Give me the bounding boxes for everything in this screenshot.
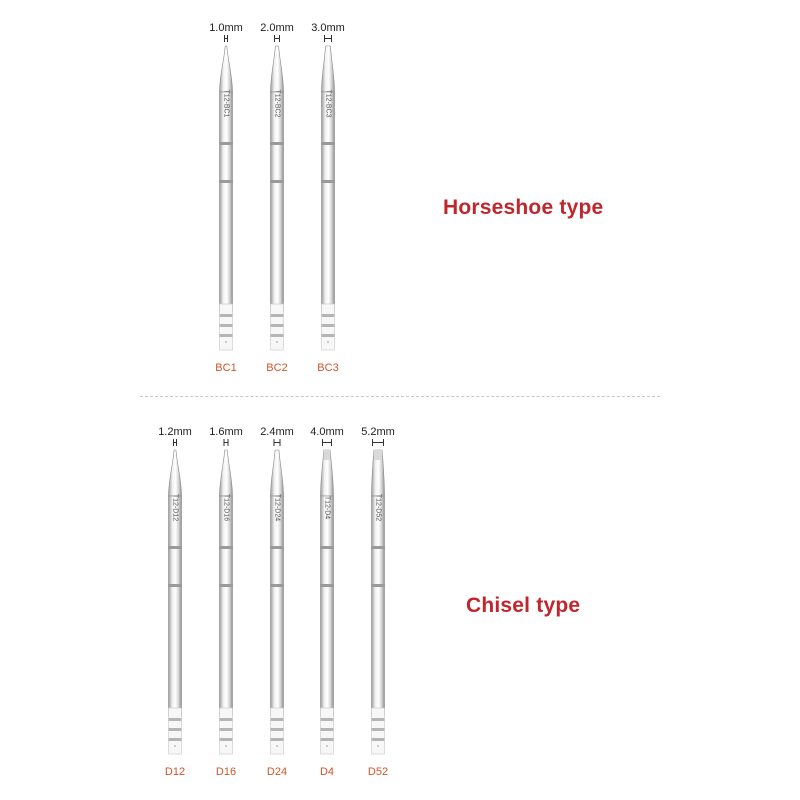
tip-model-label: D52: [367, 766, 389, 778]
tip-engraving: T12-D52: [374, 493, 382, 522]
tip-model-label: BC2: [266, 362, 288, 374]
soldering-tip-illustration: [363, 446, 393, 756]
tip-engraving: T12-D4: [323, 495, 331, 520]
chisel-title: Chisel type: [466, 594, 581, 617]
tip-d52: [348, 426, 408, 786]
width-caliper-icon: [173, 439, 177, 446]
horseshoe-section: [0, 0, 800, 392]
tip-size-label: 1.6mm: [209, 426, 243, 438]
soldering-tip-illustration: [211, 446, 241, 756]
tip-model-label: D16: [215, 766, 237, 778]
tip-size-label: 5.2mm: [361, 426, 395, 438]
tip-size-label: 1.2mm: [158, 426, 192, 438]
soldering-tip-illustration: [160, 446, 190, 756]
tip-engraving: T12-D16: [222, 493, 230, 522]
soldering-tip-illustration: [312, 446, 342, 756]
tip-engraving: T12-BC1: [222, 89, 230, 118]
tip-model-label: D24: [266, 766, 288, 778]
tip-size-label: 1.0mm: [209, 22, 243, 34]
tip-model-label: BC3: [317, 362, 339, 374]
width-caliper-icon: [322, 439, 332, 446]
chisel-section: [0, 404, 800, 800]
tip-engraving: T12-BC3: [324, 89, 332, 118]
tip-size-label: 4.0mm: [310, 426, 344, 438]
tip-bc3: [298, 22, 358, 382]
width-caliper-icon: [324, 35, 332, 42]
tip-engraving: T12-D12: [171, 493, 179, 522]
tip-size-label: 2.4mm: [260, 426, 294, 438]
width-caliper-icon: [224, 439, 229, 446]
tip-engraving: T12-D24: [273, 493, 281, 522]
tip-size-label: 2.0mm: [260, 22, 294, 34]
section-divider: [140, 396, 660, 397]
soldering-tip-illustration: [262, 446, 292, 756]
tip-size-label: 3.0mm: [311, 22, 345, 34]
tip-engraving: T12-BC2: [273, 89, 281, 118]
width-caliper-icon: [274, 439, 281, 446]
width-caliper-icon: [224, 35, 228, 42]
width-caliper-icon: [274, 35, 280, 42]
tip-model-label: BC1: [215, 362, 237, 374]
width-caliper-icon: [372, 439, 384, 446]
tip-model-label: D4: [319, 766, 335, 778]
horseshoe-title: Horseshoe type: [443, 196, 604, 219]
tip-model-label: D12: [164, 766, 186, 778]
